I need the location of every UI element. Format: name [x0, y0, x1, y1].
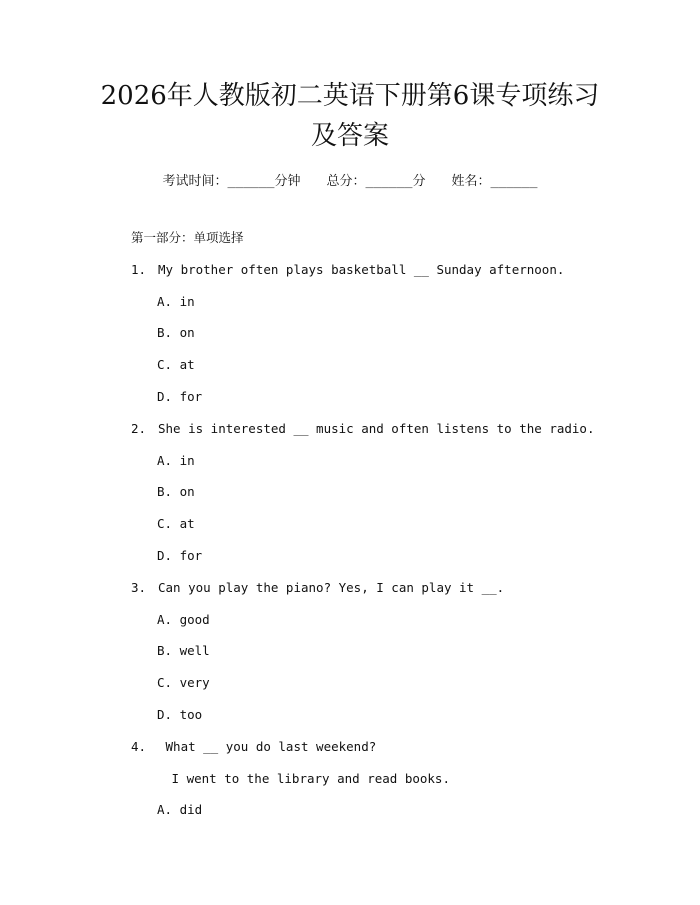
option-a: A. in	[157, 452, 195, 468]
option-b: B. on	[157, 484, 195, 500]
option-d: D. for	[157, 388, 203, 404]
option-a: A. in	[157, 293, 195, 309]
question-3	[131, 578, 660, 610]
question-subtext: I went to the library and read books.	[164, 770, 450, 786]
question-text: She is interested __ music and often listens to the radio.	[158, 420, 595, 436]
option-b: B. well	[157, 643, 210, 659]
option-c: C. at	[157, 357, 195, 373]
section-title: 第一部分：单项选择	[131, 230, 244, 245]
option-d: D. too	[157, 706, 203, 722]
question-text: What __ you do last weekend?	[158, 738, 377, 754]
question-text: My brother often plays basketball __ Sunday afternoon.	[158, 261, 565, 277]
option-c: C. at	[157, 516, 195, 532]
option-d: D. for	[157, 547, 203, 563]
document-title	[60, 76, 640, 156]
question-4	[131, 737, 660, 769]
option-a: A. good	[157, 611, 210, 627]
question-content	[131, 228, 660, 832]
exam-meta	[0, 170, 700, 189]
question-number: 4.	[131, 738, 147, 754]
question-number: 3.	[131, 579, 147, 595]
option-b: B. on	[157, 325, 195, 341]
student-name-field: 姓名：______	[451, 174, 538, 189]
title-line-2: 及答案	[310, 121, 389, 151]
question-number: 2.	[131, 420, 147, 436]
question-text: Can you play the piano? Yes, I can play it __.	[158, 579, 505, 595]
exam-time-field: 考试时间：______分钟	[162, 174, 301, 189]
question-number: 1.	[131, 261, 147, 277]
option-a: A. did	[157, 802, 203, 818]
option-c: C. very	[157, 675, 210, 691]
question-2	[131, 419, 660, 451]
title-line-1: 2026年人教版初二英语下册第6课专项练习	[100, 81, 600, 111]
question-1	[131, 260, 660, 292]
total-score-field: 总分：______分	[326, 174, 426, 189]
